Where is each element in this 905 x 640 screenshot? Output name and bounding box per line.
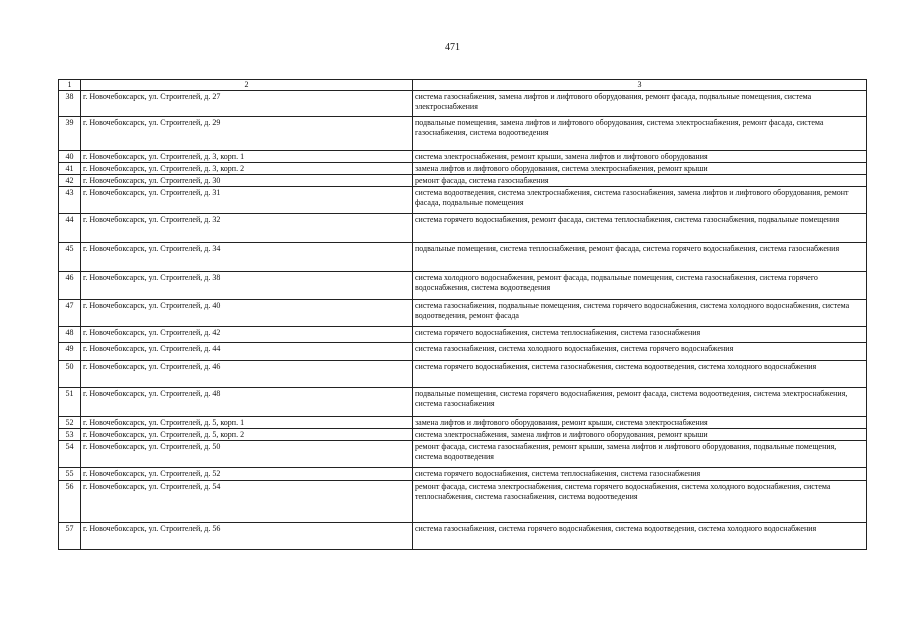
row-number: 48 <box>59 327 81 343</box>
row-number: 53 <box>59 429 81 441</box>
row-address: г. Новочебоксарск, ул. Строителей, д. 5, корп. 2 <box>81 429 413 441</box>
row-number: 49 <box>59 343 81 361</box>
header-col-1: 1 <box>59 80 81 91</box>
row-address: г. Новочебоксарск, ул. Строителей, д. 3, корп. 1 <box>81 151 413 163</box>
row-number: 46 <box>59 272 81 300</box>
row-works: подвальные помещения, замена лифтов и лифтового оборудования, система электроснабжения, ремонт фасада, система газоснабжения, система водоотведения <box>413 117 867 151</box>
table-row <box>59 343 867 361</box>
table-row <box>59 243 867 272</box>
row-works: ремонт фасада, система электроснабжения, система горячего водоснабжения, система холодного водоснабжения, система теплоснабжения, система газоснабжения, система водоотведения <box>413 481 867 523</box>
row-number: 45 <box>59 243 81 272</box>
table-row <box>59 417 867 429</box>
row-address: г. Новочебоксарск, ул. Строителей, д. 31 <box>81 187 413 214</box>
table-row <box>59 429 867 441</box>
row-address: г. Новочебоксарск, ул. Строителей, д. 34 <box>81 243 413 272</box>
row-number: 43 <box>59 187 81 214</box>
table-row <box>59 117 867 151</box>
row-address: г. Новочебоксарск, ул. Строителей, д. 5, корп. 1 <box>81 417 413 429</box>
row-works: замена лифтов и лифтового оборудования, система электроснабжения, ремонт крыши <box>413 163 867 175</box>
row-address: г. Новочебоксарск, ул. Строителей, д. 32 <box>81 214 413 243</box>
table-row <box>59 481 867 523</box>
header-col-3: 3 <box>413 80 867 91</box>
row-number: 56 <box>59 481 81 523</box>
page-number: 471 <box>445 42 460 53</box>
row-number: 39 <box>59 117 81 151</box>
row-number: 54 <box>59 441 81 468</box>
table-row <box>59 468 867 481</box>
table-row <box>59 327 867 343</box>
row-number: 55 <box>59 468 81 481</box>
row-works: ремонт фасада, система газоснабжения, ремонт крыши, замена лифтов и лифтового оборудования, подвальные помещения, система водоотведения <box>413 441 867 468</box>
table-row <box>59 388 867 417</box>
table-row <box>59 187 867 214</box>
row-works: подвальные помещения, система теплоснабжения, ремонт фасада, система горячего водоснабжения, система газоснабжения <box>413 243 867 272</box>
row-number: 44 <box>59 214 81 243</box>
table-body <box>59 91 867 550</box>
row-number: 50 <box>59 361 81 388</box>
row-address: г. Новочебоксарск, ул. Строителей, д. 52 <box>81 468 413 481</box>
row-address: г. Новочебоксарск, ул. Строителей, д. 46 <box>81 361 413 388</box>
row-address: г. Новочебоксарск, ул. Строителей, д. 3, корп. 2 <box>81 163 413 175</box>
row-address: г. Новочебоксарск, ул. Строителей, д. 42 <box>81 327 413 343</box>
table-row <box>59 163 867 175</box>
table-row <box>59 523 867 550</box>
row-address: г. Новочебоксарск, ул. Строителей, д. 29 <box>81 117 413 151</box>
row-number: 40 <box>59 151 81 163</box>
table-row <box>59 441 867 468</box>
row-number: 42 <box>59 175 81 187</box>
table-row <box>59 214 867 243</box>
table-row <box>59 175 867 187</box>
row-address: г. Новочебоксарск, ул. Строителей, д. 27 <box>81 91 413 117</box>
row-works: подвальные помещения, система горячего водоснабжения, ремонт фасада, система водоотведения, система электроснабжения, система газоснабжения <box>413 388 867 417</box>
row-works: система горячего водоснабжения, система теплоснабжения, система газоснабжения <box>413 327 867 343</box>
row-address: г. Новочебоксарск, ул. Строителей, д. 44 <box>81 343 413 361</box>
row-number: 41 <box>59 163 81 175</box>
row-works: система газоснабжения, система горячего водоснабжения, система водоотведения, система холодного водоснабжения <box>413 523 867 550</box>
table-row <box>59 361 867 388</box>
row-address: г. Новочебоксарск, ул. Строителей, д. 38 <box>81 272 413 300</box>
row-number: 51 <box>59 388 81 417</box>
table-row <box>59 151 867 163</box>
row-address: г. Новочебоксарск, ул. Строителей, д. 40 <box>81 300 413 327</box>
row-works: система горячего водоснабжения, система газоснабжения, система водоотведения, система холодного водоснабжения <box>413 361 867 388</box>
row-works: система холодного водоснабжения, ремонт фасада, подвальные помещения, система газоснабжения, система горячего водоснабжения, система водоотведения <box>413 272 867 300</box>
row-works: система газоснабжения, замена лифтов и лифтового оборудования, ремонт фасада, подвальные помещения, система электроснабжения <box>413 91 867 117</box>
row-works: система горячего водоснабжения, система теплоснабжения, система газоснабжения <box>413 468 867 481</box>
row-number: 57 <box>59 523 81 550</box>
table-row <box>59 91 867 117</box>
row-number: 47 <box>59 300 81 327</box>
row-works: система горячего водоснабжения, ремонт фасада, система теплоснабжения, система газоснабжения, подвальные помещения <box>413 214 867 243</box>
row-address: г. Новочебоксарск, ул. Строителей, д. 54 <box>81 481 413 523</box>
row-works: ремонт фасада, система газоснабжения <box>413 175 867 187</box>
table-row <box>59 272 867 300</box>
row-works: система электроснабжения, замена лифтов и лифтового оборудования, ремонт крыши <box>413 429 867 441</box>
row-address: г. Новочебоксарск, ул. Строителей, д. 48 <box>81 388 413 417</box>
header-row <box>59 80 867 91</box>
row-works: система электроснабжения, ремонт крыши, замена лифтов и лифтового оборудования <box>413 151 867 163</box>
row-address: г. Новочебоксарск, ул. Строителей, д. 50 <box>81 441 413 468</box>
row-number: 52 <box>59 417 81 429</box>
row-number: 38 <box>59 91 81 117</box>
row-address: г. Новочебоксарск, ул. Строителей, д. 30 <box>81 175 413 187</box>
row-address: г. Новочебоксарск, ул. Строителей, д. 56 <box>81 523 413 550</box>
repairs-table <box>58 79 867 550</box>
row-works: система газоснабжения, система холодного водоснабжения, система горячего водоснабжения <box>413 343 867 361</box>
row-works: замена лифтов и лифтового оборудования, ремонт крыши, система электроснабжения <box>413 417 867 429</box>
header-col-2: 2 <box>81 80 413 91</box>
table-row <box>59 300 867 327</box>
row-works: система газоснабжения, подвальные помещения, система горячего водоснабжения, система холодного водоснабжения, система водоотведения, ремонт фасада <box>413 300 867 327</box>
row-works: система водоотведения, система электроснабжения, система газоснабжения, замена лифтов и лифтового оборудования, ремонт фасада, подвальные помещения <box>413 187 867 214</box>
